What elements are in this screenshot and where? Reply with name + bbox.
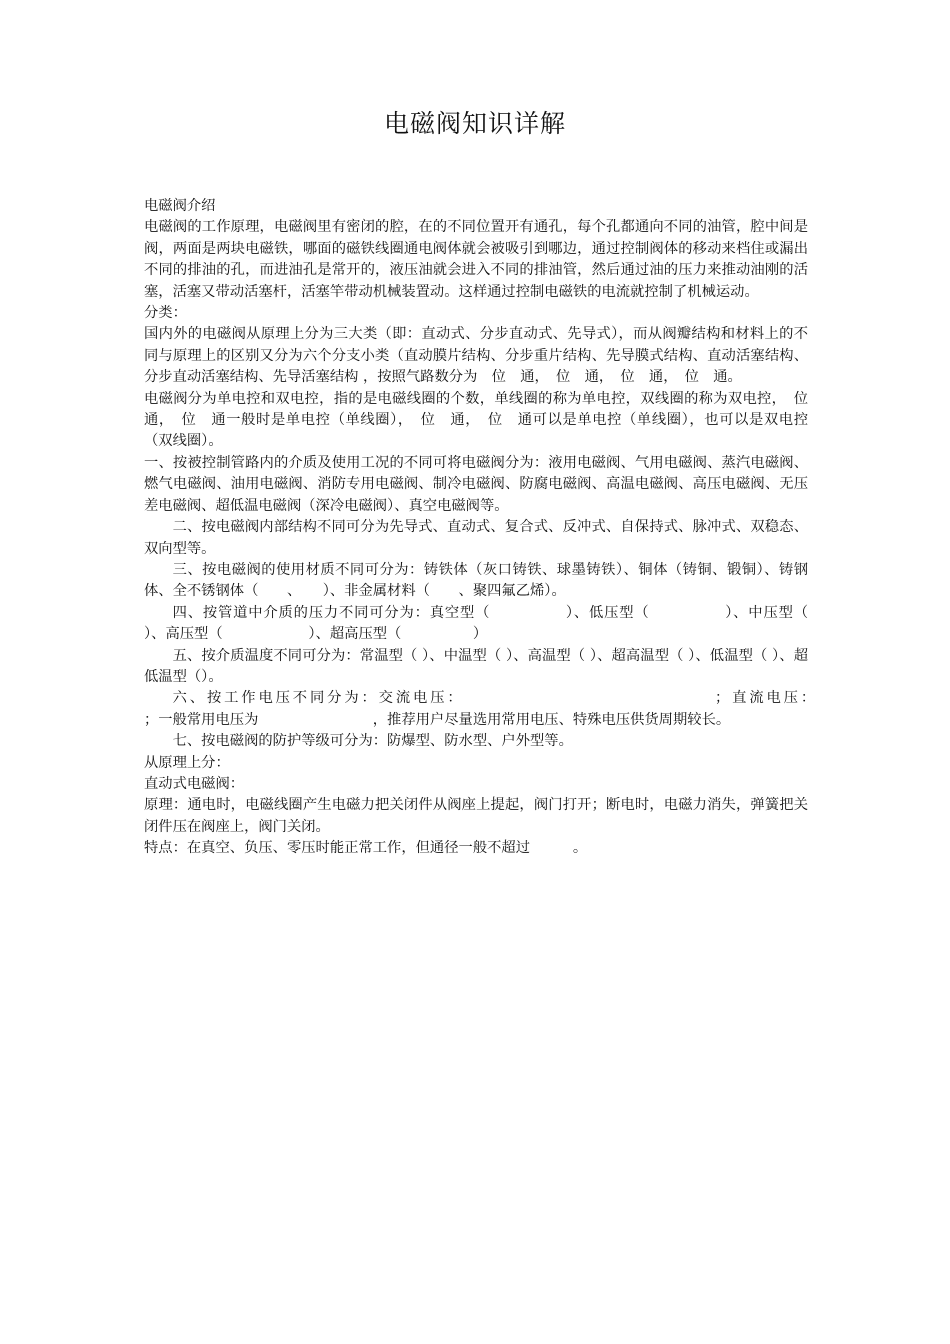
paragraph-by-pressure: 四、按管道中介质的压力不同可分为：真空型（ ）、低压型（ ）、中压型（ ）、高压型（ ）、超高压型（ ） (144, 604, 880, 643)
section-heading-direct-acting: 直动式电磁阀： (144, 775, 245, 792)
paragraph-direct-principle: 原理：通电时，电磁线圈产生电磁力把关闭件从阀座上提起，阀门打开；断电时，电磁力消失，弹簧把关闭件压在阀座上，阀门关闭。 (144, 797, 808, 835)
document-title: 电磁阀知识详解 (383, 109, 566, 138)
section-heading-intro: 电磁阀介绍 (144, 198, 216, 214)
paragraph-by-temperature: 五、按介质温度不同可分为：常温型（ ）、中温型（ ）、高温型（ ）、超高温型（ ）、低温型（ ）、超低温型（）。 (144, 647, 808, 685)
paragraph-by-material: 三、按电磁阀的使用材质不同可分为：铸铁体（灰口铸铁、球墨铸铁）、铜体（铸铜、锻铜）、铸钢体、全不锈钢体（ 、 ）、非金属材料（ 、聚四氟乙烯）。 (144, 561, 808, 600)
document-body (144, 196, 937, 860)
paragraph-by-structure: 二、按电磁阀内部结构不同可分为先导式、直动式、复合式、反冲式、自保持式、脉冲式、双稳态、双向型等。 (144, 519, 808, 557)
section-heading-by-principle: 从原理上分： (144, 754, 230, 771)
paragraph-working-principle: 电磁阀的工作原理，电磁阀里有密闭的腔，在的不同位置开有通孔，每个孔都通向不同的油管，腔中间是阀，两面是两块电磁铁，哪面的磁铁线圈通电阀体就会被吸引到哪边，通过控制阀体的移动来档住或漏出不同的排油的孔，而进油孔是常开的，液压油就会进入不同的排油管，然后通过油的压力来推动油刚的活塞，活塞又带动活塞杆，活塞竿带动机械装置动。这样通过控制电磁铁的电流就控制了机械运动。 (144, 219, 808, 300)
paragraph-by-protection: 七、按电磁阀的防护等级可分为：防爆型、防水型、户外型等。 (172, 733, 573, 750)
paragraph-three-types: 国内外的电磁阀从原理上分为三大类（即：直动式、分步直动式、先导式），而从阀瓣结构和材料上的不同与原理上的区别又分为六个分支小类（直动膜片结构、分步重片结构、先导膜式结构、直动活塞结构、分步直动活塞结构、先导活塞结构 ，按照气路数分为 位 通， 位 通， 位 通， 位 通。 (144, 326, 808, 386)
paragraph-by-medium: 一、按被控制管路内的介质及使用工况的不同可将电磁阀分为：液用电磁阀、气用电磁阀、蒸汽电磁阀、燃气电磁阀、油用电磁阀、消防专用电磁阀、制冷电磁阀、防腐电磁阀、高温电磁阀、高压电磁阀、无压差电磁阀、超低温电磁阀（深冷电磁阀）、真空电磁阀等。 (144, 454, 808, 514)
paragraph-single-double-control: 电磁阀分为单电控和双电控，指的是电磁线圈的个数，单线圈的称为单电控，双线圈的称为双电控， 位 通， 位 通一般时是单电控（单线圈）， 位 通， 位 通可以是单电控（单线圈），也可以是双电控（双线圈）。 (144, 390, 823, 450)
paragraph-by-voltage: 六、按工作电压不同分为：交流电压： ；直流电压： ；一般常用电压为 ，推荐用户尽量选用常用电压、特殊电压供货周期较长。 (144, 690, 937, 728)
section-heading-classification: 分类： (144, 305, 187, 322)
paragraph-direct-features: 特点：在真空、负压、零压时能正常工作，但通径一般不超过 。 (144, 840, 588, 857)
